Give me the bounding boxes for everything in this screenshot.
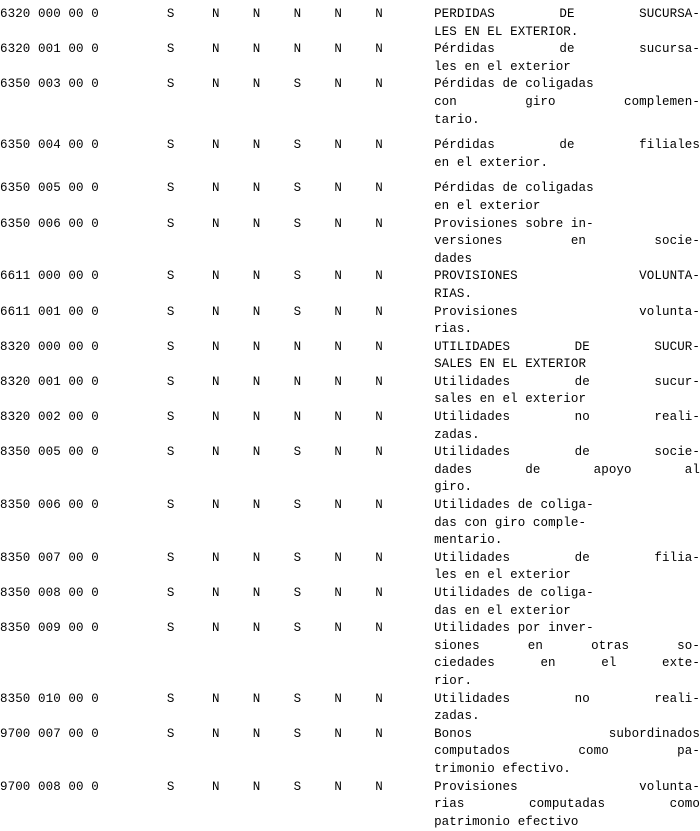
column-spacer (399, 137, 434, 172)
description-line: versiones en socie- (434, 234, 700, 249)
flag-3: N (252, 42, 261, 57)
description-line: ciedades en el exte- (434, 656, 700, 671)
flag-1: S (166, 374, 175, 389)
table-row (0, 409, 700, 444)
flag-2: N (211, 550, 220, 565)
flag-6: N (375, 779, 383, 794)
description-line: dades (434, 251, 473, 266)
flag-1: S (166, 7, 175, 21)
flag-3: N (252, 7, 261, 21)
row-gap-cell (0, 172, 434, 180)
flag-4: S (293, 586, 302, 600)
table-row (0, 137, 700, 172)
description-line: siones en otras so- (434, 638, 700, 653)
description-line: Utilidades no reali- (434, 691, 700, 706)
flag-3: N (252, 339, 261, 354)
flag-2: N (211, 181, 220, 196)
account-description (434, 409, 700, 444)
flag-1: S (166, 498, 175, 513)
account-code: 8320 000 00 0 (0, 339, 99, 354)
description-line: LES EN EL EXTERIOR. (434, 24, 579, 39)
account-code: 6611 000 00 0 (0, 269, 99, 284)
table-row (0, 41, 700, 76)
flag-1: S (166, 621, 175, 636)
description-line: Utilidades no reali- (434, 410, 700, 425)
table-row (0, 585, 700, 620)
flag-5: N (334, 498, 343, 513)
account-code: 6611 001 00 0 (0, 304, 99, 319)
description-line: rior. (434, 673, 473, 688)
flag-6: N (375, 216, 383, 231)
flag-1: S (166, 216, 175, 231)
account-description (434, 216, 700, 269)
flag-2: N (211, 445, 220, 460)
column-spacer (399, 268, 434, 303)
flag-5: N (334, 691, 343, 706)
account-code: 8350 009 00 0 (0, 621, 99, 636)
flag-5: N (334, 7, 343, 21)
column-spacer (399, 76, 434, 129)
column-spacer (399, 180, 434, 215)
description-line: Utilidades de sucur- (434, 374, 700, 389)
flag-1: S (166, 445, 175, 460)
flag-4: S (293, 445, 302, 460)
account-table-body (0, 6, 700, 831)
flag-2: N (211, 304, 220, 319)
account-description (434, 550, 700, 585)
flag-4: N (293, 339, 302, 354)
flag-2: N (211, 269, 220, 284)
description-line: en el exterior (434, 198, 541, 213)
flag-6: N (375, 269, 383, 284)
flag-1: S (166, 339, 175, 354)
account-description (434, 726, 700, 779)
flag-4: S (293, 726, 302, 741)
flag-5: N (334, 445, 343, 460)
flag-5: N (334, 339, 343, 354)
flag-4: S (293, 138, 302, 153)
flag-5: N (334, 181, 343, 196)
flag-5: N (334, 77, 343, 92)
account-description (434, 620, 700, 690)
description-line: Provisiones volunta- (434, 779, 700, 794)
table-row (0, 497, 700, 550)
account-description (434, 444, 700, 497)
flag-4: S (293, 77, 302, 92)
column-spacer (399, 779, 434, 831)
description-line: mentario. (434, 533, 503, 548)
flag-2: N (211, 779, 220, 794)
flag-5: N (334, 304, 343, 319)
table-row (0, 550, 700, 585)
account-description (434, 180, 700, 215)
flag-3: N (252, 374, 261, 389)
flag-6: N (375, 138, 383, 153)
flag-2: N (211, 621, 220, 636)
account-table (0, 6, 700, 831)
table-row (0, 6, 700, 41)
description-line: das con giro comple- (434, 515, 587, 530)
description-line: dades de apoyo al (434, 462, 700, 477)
flag-1: S (166, 181, 175, 196)
account-description (434, 374, 700, 409)
flag-5: N (334, 550, 343, 565)
column-spacer (399, 444, 434, 497)
flag-2: N (211, 138, 220, 153)
flag-4: S (293, 550, 302, 565)
column-spacer (399, 41, 434, 76)
account-code: 6320 001 00 0 (0, 42, 99, 57)
flag-3: N (252, 498, 261, 513)
description-line: PERDIDAS DE SUCURSA- (434, 7, 700, 21)
account-code: 6350 003 00 0 (0, 77, 99, 92)
flag-1: S (166, 42, 175, 57)
flag-6: N (375, 550, 383, 565)
account-code: 6350 005 00 0 (0, 181, 99, 196)
description-line: Provisiones volunta- (434, 304, 700, 319)
account-code: 8350 007 00 0 (0, 550, 99, 565)
description-line: RIAS. (434, 286, 473, 301)
flag-4: N (293, 42, 302, 57)
description-line: trimonio efectivo. (434, 761, 571, 776)
description-line: Utilidades de filia- (434, 550, 700, 565)
account-description (434, 497, 700, 550)
description-line: tario. (434, 112, 480, 127)
flag-5: N (334, 726, 343, 741)
table-row (0, 268, 700, 303)
description-line: Provisiones sobre in- (434, 216, 594, 231)
flag-2: N (211, 77, 220, 92)
flag-1: S (166, 138, 175, 153)
description-line: giro. (434, 480, 473, 495)
flag-4: S (293, 269, 302, 284)
flag-5: N (334, 621, 343, 636)
description-line: les en el exterior (434, 59, 571, 74)
account-code: 9700 007 00 0 (0, 726, 99, 741)
account-description (434, 268, 700, 303)
flag-5: N (334, 138, 343, 153)
table-row (0, 304, 700, 339)
flag-6: N (375, 181, 383, 196)
flag-3: N (252, 691, 261, 706)
description-line: Pérdidas de coligadas (434, 181, 594, 196)
flag-1: S (166, 77, 175, 92)
flag-5: N (334, 374, 343, 389)
account-description (434, 76, 700, 129)
account-code: 8350 005 00 0 (0, 445, 99, 460)
flag-5: N (334, 269, 343, 284)
row-gap (0, 129, 700, 137)
column-spacer (399, 691, 434, 726)
description-line: Pérdidas de sucursa- (434, 42, 700, 57)
flag-3: N (252, 445, 261, 460)
account-description (434, 585, 700, 620)
description-line: Utilidades de coliga- (434, 498, 594, 513)
account-code: 9700 008 00 0 (0, 779, 99, 794)
flag-3: N (252, 550, 261, 565)
flag-4: S (293, 691, 302, 706)
flag-6: N (375, 374, 383, 389)
account-description (434, 691, 700, 726)
flag-1: S (166, 410, 175, 425)
account-code: 6350 006 00 0 (0, 216, 99, 231)
account-description (434, 6, 700, 41)
description-line: rias. (434, 322, 473, 337)
flag-5: N (334, 410, 343, 425)
account-description (434, 137, 700, 172)
row-gap (0, 172, 700, 180)
flag-6: N (375, 339, 383, 354)
table-row (0, 444, 700, 497)
flag-3: N (252, 621, 261, 636)
flag-4: S (293, 304, 302, 319)
flag-4: S (293, 498, 302, 513)
flag-5: N (334, 586, 343, 600)
column-spacer (399, 620, 434, 690)
flag-1: S (166, 779, 175, 794)
table-row (0, 339, 700, 374)
flag-6: N (375, 498, 383, 513)
table-row (0, 779, 700, 831)
description-line: Bonos subordinados (434, 726, 700, 741)
description-line: Pérdidas de coligadas (434, 77, 594, 92)
column-spacer (399, 339, 434, 374)
description-line: SALES EN EL EXTERIOR (434, 357, 587, 372)
flag-2: N (211, 374, 220, 389)
flag-3: N (252, 77, 261, 92)
description-line: con giro complemen- (434, 94, 700, 109)
flag-6: N (375, 726, 383, 741)
flag-4: N (293, 7, 302, 21)
flag-1: S (166, 586, 175, 600)
account-description (434, 304, 700, 339)
column-spacer (399, 6, 434, 41)
description-line: Utilidades por inver- (434, 621, 594, 636)
flag-5: N (334, 779, 343, 794)
flag-2: N (211, 726, 220, 741)
flag-2: N (211, 42, 220, 57)
flag-4: S (293, 181, 302, 196)
flag-2: N (211, 216, 220, 231)
flag-5: N (334, 42, 343, 57)
description-line: sales en el exterior (434, 392, 587, 407)
description-line: PROVISIONES VOLUNTA- (434, 269, 700, 284)
flag-3: N (252, 216, 261, 231)
description-line: rias computadas como (434, 797, 700, 812)
flag-1: S (166, 726, 175, 741)
flag-5: N (334, 216, 343, 231)
description-line: Pérdidas de filiales (434, 138, 700, 153)
flag-3: N (252, 726, 261, 741)
description-line: computados como pa- (434, 744, 700, 759)
account-code: 8320 002 00 0 (0, 410, 99, 425)
flag-6: N (375, 304, 383, 319)
account-code: 6320 000 00 0 (0, 7, 99, 21)
flag-6: N (375, 586, 383, 600)
flag-1: S (166, 269, 175, 284)
account-description (434, 41, 700, 76)
flag-3: N (252, 586, 261, 600)
flag-6: N (375, 7, 383, 21)
flag-3: N (252, 779, 261, 794)
flag-2: N (211, 7, 220, 21)
flag-6: N (375, 445, 383, 460)
flag-6: N (375, 621, 383, 636)
table-row (0, 620, 700, 690)
table-row (0, 180, 700, 215)
column-spacer (399, 585, 434, 620)
description-line: das en el exterior (434, 603, 571, 618)
description-line: patrimonio efectivo (434, 814, 579, 829)
column-spacer (399, 497, 434, 550)
flag-2: N (211, 498, 220, 513)
description-line: zadas. (434, 427, 480, 442)
account-code: 8350 010 00 0 (0, 691, 99, 706)
flag-2: N (211, 586, 220, 600)
flag-2: N (211, 339, 220, 354)
description-line: en el exterior. (434, 155, 549, 170)
account-description (434, 339, 700, 374)
table-row (0, 374, 700, 409)
table-row (0, 76, 700, 129)
flag-6: N (375, 77, 383, 92)
account-code: 8320 001 00 0 (0, 374, 99, 389)
table-row (0, 691, 700, 726)
flag-6: N (375, 691, 383, 706)
flag-4: S (293, 621, 302, 636)
column-spacer (399, 216, 434, 269)
account-code: 8350 008 00 0 (0, 586, 99, 600)
column-spacer (399, 726, 434, 779)
description-line: Utilidades de coliga- (434, 586, 594, 600)
flag-3: N (252, 410, 261, 425)
flag-1: S (166, 691, 175, 706)
flag-2: N (211, 691, 220, 706)
column-spacer (399, 550, 434, 585)
flag-2: N (211, 410, 220, 425)
flag-3: N (252, 269, 261, 284)
column-spacer (399, 304, 434, 339)
flag-4: S (293, 779, 302, 794)
flag-3: N (252, 304, 261, 319)
column-spacer (399, 409, 434, 444)
flag-3: N (252, 138, 261, 153)
flag-4: N (293, 410, 302, 425)
flag-1: S (166, 550, 175, 565)
description-line: UTILIDADES DE SUCUR- (434, 339, 700, 354)
flag-4: S (293, 216, 302, 231)
table-row (0, 726, 700, 779)
description-line: Utilidades de socie- (434, 445, 700, 460)
account-code: 8350 006 00 0 (0, 498, 99, 513)
column-spacer (399, 374, 434, 409)
description-line: les en el exterior (434, 568, 571, 583)
table-row (0, 216, 700, 269)
description-line: zadas. (434, 709, 480, 724)
flag-6: N (375, 410, 383, 425)
row-gap-cell (0, 129, 434, 137)
account-description (434, 779, 700, 831)
flag-1: S (166, 304, 175, 319)
flag-4: N (293, 374, 302, 389)
flag-6: N (375, 42, 383, 57)
account-code: 6350 004 00 0 (0, 138, 99, 153)
flag-3: N (252, 181, 261, 196)
